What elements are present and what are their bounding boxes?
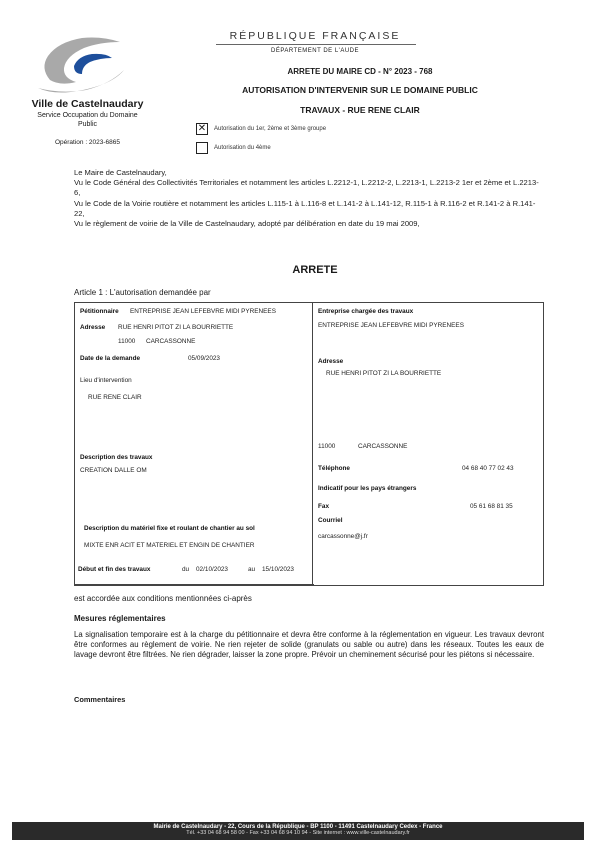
- preamble-line: Vu le Code Général des Collectivités Territoriales et notamment les articles L.2212-1, L.2212-2, L.2213-1, L.2213-2 1er et 2ème et L.2213-6,: [74, 178, 539, 198]
- checkbox-label-2: Autorisation du 4ème: [214, 145, 271, 151]
- lieu-label: Lieu d'intervention: [80, 377, 132, 384]
- fax-value: 05 61 68 81 35: [470, 503, 513, 510]
- city2-value: CARCASSONNE: [358, 443, 408, 450]
- adresse-value: RUE HENRI PITOT ZI LA BOURRIETTE: [118, 324, 234, 331]
- telephone-value: 04 68 40 77 02 43: [462, 465, 514, 472]
- check-x-icon: ✕: [197, 123, 207, 134]
- materiel-value: MIXTE ENR ACIT ET MATERIEL ET ENGIN DE CHANTIER: [84, 542, 255, 549]
- preamble-line: Vu le Code de la Voirie routière et notamment les articles L.115-1 à L.116-8 et L.141-2 à L.141-12, R.115-1 à R.116-2 et R.141-2 à R.141-22,: [74, 198, 536, 218]
- org-name: Ville de Castelnaudary: [31, 98, 144, 110]
- form-divider: [312, 302, 313, 586]
- cp-value: 11000: [118, 338, 136, 345]
- lieu-value: RUE RENE CLAIR: [88, 394, 142, 401]
- arrete-number: ARRETE DU MAIRE CD - N° 2023 - 768: [287, 67, 433, 76]
- au-label: au: [248, 566, 256, 573]
- adresse-label: Adresse: [80, 324, 106, 331]
- document-subject: AUTORISATION D'INTERVENIR SUR LE DOMAINE PUBLIC: [242, 85, 478, 95]
- operation-number: Opération : 2023-6865: [54, 139, 121, 146]
- fax-label: Fax: [318, 503, 330, 510]
- accord-text: est accordée aux conditions mentionnées ci-après: [74, 594, 252, 603]
- courriel-label: Courriel: [318, 517, 343, 524]
- article-1: Article 1 : L'autorisation demandée par: [74, 288, 211, 297]
- republic-header: RÉPUBLIQUE FRANÇAISE: [229, 30, 401, 42]
- commentaires-heading: Commentaires: [74, 695, 126, 704]
- du-label: du: [182, 566, 190, 573]
- preamble: [74, 168, 544, 229]
- footer-contact: Tél. +33 04 68 94 58 00 - Fax +33 04 68 94 10 94 - Site internet : www.ville-castelnaudary.fr: [186, 830, 410, 836]
- adresse2-label: Adresse: [318, 358, 344, 365]
- arrete-heading: ARRETE: [292, 264, 338, 276]
- date-value: 05/09/2023: [188, 355, 220, 362]
- adresse2-value: RUE HENRI PITOT ZI LA BOURRIETTE: [326, 370, 442, 377]
- form-bottom-rule: [74, 584, 314, 585]
- date-label: Date de la demande: [80, 355, 141, 362]
- preamble-line: Vu le règlement de voirie de la Ville de Castelnaudary, adopté par délibération en date du 19 mai 2009,: [74, 219, 420, 229]
- courriel-value: carcassonne@j.fr: [318, 533, 368, 540]
- cp2-value: 11000: [318, 443, 336, 450]
- org-service: Service Occupation du Domaine Public: [37, 112, 138, 128]
- petitionnaire-label: Pétitionnaire: [80, 308, 119, 315]
- debut-value: 02/10/2023: [196, 566, 228, 573]
- city-value: CARCASSONNE: [146, 338, 196, 345]
- footer: [12, 822, 584, 840]
- materiel-label: Description du matériel fixe et roulant de chantier au sol: [84, 525, 255, 532]
- indicatif-label: Indicatif pour les pays étrangers: [318, 485, 417, 492]
- footer-address: Mairie de Castelnaudary - 22, Cours de la République - BP 1100 - 11491 Castelnaudary Cedex - France: [153, 824, 443, 830]
- description-value: CREATION DALLE OM: [80, 467, 147, 474]
- telephone-label: Téléphone: [318, 465, 350, 472]
- checkbox-groupe-4[interactable]: [196, 142, 208, 154]
- preamble-line: Le Maire de Castelnaudary,: [74, 168, 167, 177]
- checkbox-groupe-1-2-3[interactable]: [196, 123, 208, 135]
- departement: DÉPARTEMENT DE L'AUDE: [271, 48, 359, 54]
- city-logo: [30, 28, 128, 96]
- mesures-text: La signalisation temporaire est à la charge du pétitionnaire et devra être conforme à la réglementation en vigueur. Les travaux devront être conformes au règlement de voirie. Ne rien rejeter de solide (granulats ou sable ou autre) dans les réseaux. Toutes les eaux de lavage devront être filtrées. Ne rien dégrader, laisser la zone propre. Prévoir un cheminement sécurisé pour les piétons si nécessaire.: [74, 630, 544, 660]
- fin-value: 15/10/2023: [262, 566, 294, 573]
- description-label: Description des travaux: [80, 454, 153, 461]
- petitionnaire-value: ENTREPRISE JEAN LEFEBVRE MIDI PYRENEES: [130, 308, 276, 315]
- checkbox-label-1: Autorisation du 1er, 2ème et 3ème groupe: [214, 126, 327, 132]
- header-divider: [216, 44, 416, 45]
- travaux-title: TRAVAUX - RUE RENE CLAIR: [300, 105, 420, 115]
- entreprise-label: Entreprise chargée des travaux: [318, 308, 414, 315]
- entreprise-value: ENTREPRISE JEAN LEFEBVRE MIDI PYRENEES: [318, 322, 464, 329]
- debut-fin-label: Début et fin des travaux: [78, 566, 151, 573]
- mesures-title: Mesures réglementaires: [74, 614, 166, 623]
